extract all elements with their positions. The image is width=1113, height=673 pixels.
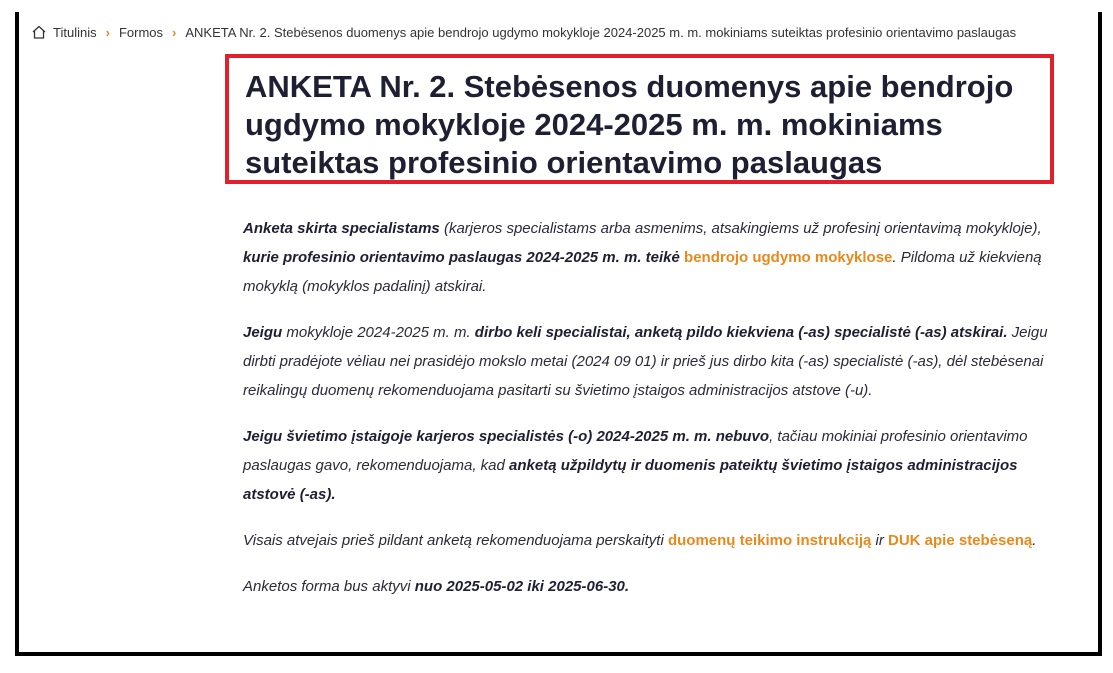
specialists-paragraph	[243, 318, 1063, 405]
chevron-right-icon: ›	[105, 24, 110, 40]
text: Anketos forma bus aktyvi	[243, 578, 415, 595]
text: . Pildoma už kiekvieną mokyklą (mokyklos padalinį) atskirai.	[243, 249, 1042, 295]
breadcrumb-forms-link[interactable]: Formos	[118, 24, 163, 40]
breadcrumb	[31, 24, 1016, 40]
active-dates: nuo 2025-05-02 iki 2025-06-30.	[414, 578, 630, 595]
bold-text: Jeigu	[243, 324, 283, 341]
instructions-paragraph	[243, 526, 1063, 555]
text: Jeigu dirbti pradėjote vėliau nei prasidėjo mokslo metai (2024 09 01) ir prieš jus dirbo kita (-as) specialistė (-as), dėl stebėsenai reikalingų duomenų rekomenduojama pasitarti su švietimo įstaigos administracijos atstove (-u).	[243, 324, 1048, 399]
title-highlight-box	[225, 54, 1054, 184]
faq-link[interactable]: DUK apie stebėseną	[888, 532, 1033, 549]
breadcrumb-current: ANKETA Nr. 2. Stebėsenos duomenys apie bendrojo ugdymo mokykloje 2024-2025 m. m. mokiniams suteiktas profesinio orientavimo paslaugas	[185, 24, 1017, 40]
text: ir	[871, 532, 888, 549]
text: mokykloje 2024-2025 m. m.	[282, 324, 475, 341]
breadcrumb-home-link[interactable]: Titulinis	[53, 24, 97, 40]
text: , tačiau mokiniai profesinio orientavimo paslaugas gavo, rekomenduojama, kad	[243, 428, 1028, 474]
page-frame	[15, 12, 1102, 656]
text: (karjeros specialistams arba asmenims, atsakingiems už profesinį orientavimą mokykloje),	[439, 220, 1042, 237]
bold-text: anketą užpildytų ir duomenis pateiktų švietimo įstaigos administracijos atstovė (-as).	[243, 457, 1018, 503]
page-title: ANKETA Nr. 2. Stebėsenos duomenys apie bendrojo ugdymo mokykloje 2024-2025 m. m. mokiniams suteiktas profesinio orientavimo paslaugas	[245, 69, 1014, 180]
home-icon[interactable]	[31, 24, 47, 40]
bold-text: dirbo keli specialistai, anketą pildo kiekviena (-as) specialistė (-as) atskirai.	[474, 324, 1008, 341]
intro-paragraph	[243, 214, 1063, 301]
bold-text: kurie profesinio orientavimo paslaugas 2024-2025 m. m. teikė	[243, 249, 680, 266]
form-description	[243, 214, 1063, 618]
instructions-link[interactable]: duomenų teikimo instrukciją	[667, 532, 872, 549]
active-dates-paragraph	[243, 572, 1063, 601]
text: .	[1032, 532, 1037, 549]
chevron-right-icon: ›	[172, 24, 177, 40]
bold-text: Jeigu švietimo įstaigoje karjeros specialistės (-o) 2024-2025 m. m. nebuvo	[243, 428, 770, 445]
administration-paragraph	[243, 422, 1063, 509]
schools-link[interactable]: bendrojo ugdymo mokyklose	[684, 249, 893, 266]
text: Visais atvejais prieš pildant anketą rekomenduojama perskaityti	[243, 532, 668, 549]
bold-text: Anketa skirta specialistams	[243, 220, 440, 237]
